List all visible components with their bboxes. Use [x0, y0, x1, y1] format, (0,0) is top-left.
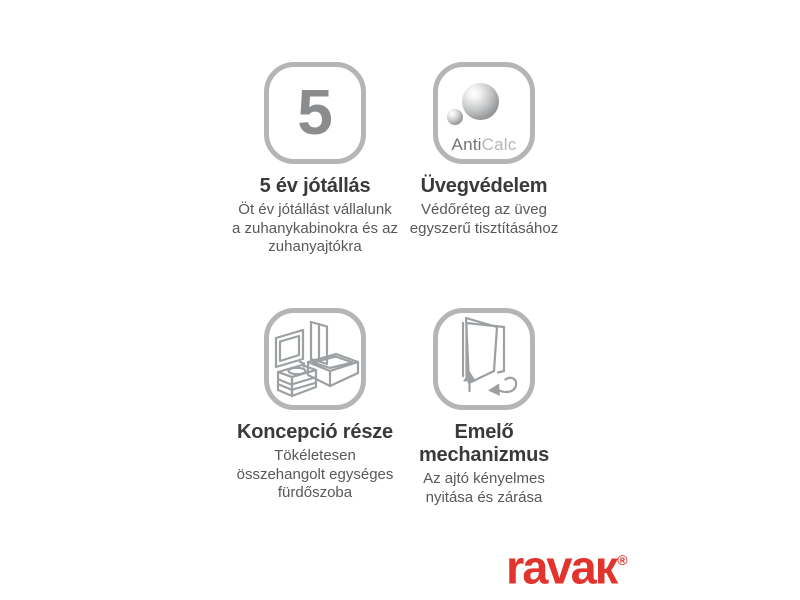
registered-trademark: ® [617, 552, 628, 568]
anticalc-word-calc: Calc [481, 135, 517, 154]
lifting-door-svg [438, 313, 530, 405]
desc-line: egyszerű tisztításához [409, 219, 559, 237]
desc-line: fürdőszoba [277, 484, 353, 501]
ravak-logo [506, 540, 676, 594]
five-year-badge-icon [264, 62, 366, 164]
title-line: Emelő [454, 421, 514, 443]
desc-line: a zuhanykabinokra és az [232, 219, 398, 237]
badge-number: 5 [297, 75, 333, 148]
desc-line: zuhanyajtókra [268, 238, 362, 255]
anticalc-spheres-icon [433, 62, 535, 164]
title-line: Koncepció része [237, 421, 393, 443]
anticalc-large-sphere-icon [462, 83, 499, 120]
bathroom-concept-icon [264, 308, 366, 410]
title-line: 5 év jótállás [259, 175, 371, 197]
feature-title [384, 421, 584, 467]
anticalc-word-anti: Anti [451, 135, 482, 154]
desc-line: nyitása és zárása [425, 488, 543, 506]
desc-line: Tökéletesen [274, 447, 356, 464]
feature-description [384, 201, 584, 238]
ravak-wordmark: ravaк [506, 540, 617, 594]
anticalc-wordmark [438, 136, 530, 153]
desc-line: Védőréteg az üveg [421, 201, 547, 218]
feature-glass-protection [384, 62, 584, 238]
desc-line: Öt év jótállást vállalunk [238, 201, 392, 218]
desc-line: Az ajtó kényelmes [423, 470, 545, 487]
title-line: mechanizmus [418, 444, 550, 466]
title-line: Üvegvédelem [420, 175, 548, 197]
feature-title [384, 175, 584, 198]
feature-lifting-mechanism [384, 308, 584, 507]
lifting-door-icon [433, 308, 535, 410]
anticalc-small-sphere-icon [447, 109, 463, 125]
bathroom-concept-svg [269, 313, 361, 405]
desc-line: összehangolt egységes [236, 465, 394, 483]
feature-description [384, 470, 584, 507]
